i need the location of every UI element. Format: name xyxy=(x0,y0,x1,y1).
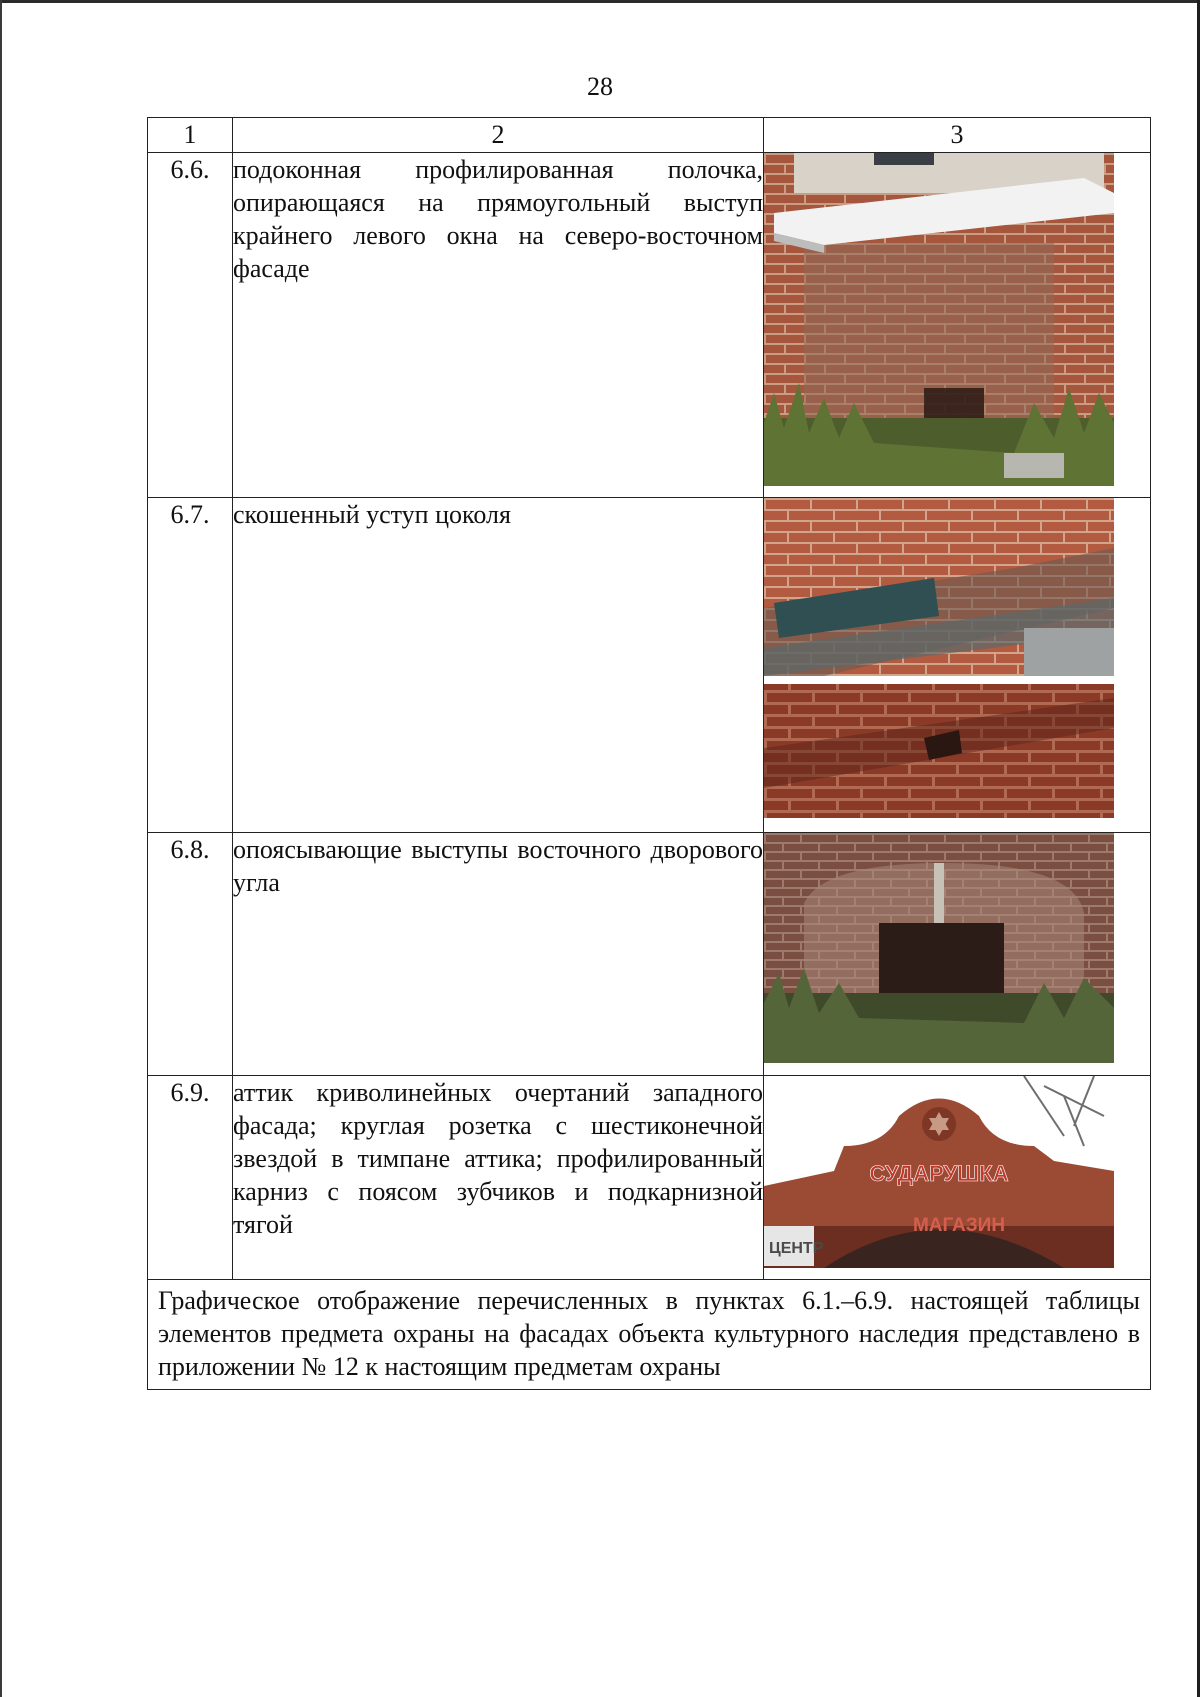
table-row xyxy=(148,498,1151,833)
row-photo-cell xyxy=(764,1076,1151,1280)
row-number: 6.7. xyxy=(148,498,233,833)
table-row xyxy=(148,153,1151,498)
row-number: 6.6. xyxy=(148,153,233,498)
photo-attic-icon xyxy=(764,1076,1150,1268)
column-header-3: 3 xyxy=(764,118,1151,153)
photo-sign-top: СУДАРУШКА xyxy=(869,1161,1009,1186)
column-header-2: 2 xyxy=(233,118,764,153)
row-number: 6.8. xyxy=(148,833,233,1076)
row-photo-cell xyxy=(764,498,1151,833)
table-footnote: Графическое отображение перечисленных в пунктах 6.1.–6.9. настоящей таблицы элементов предмета охраны на фасадах объекта культурного наследия представлено в приложении № 12 к настоящим предметам охраны xyxy=(148,1280,1151,1390)
photo-sign-bottom: МАГАЗИН xyxy=(912,1215,1006,1236)
row-description: опоясывающие выступы восточного дворового угла xyxy=(233,833,764,1076)
row-number: 6.9. xyxy=(148,1076,233,1280)
photo-corner-projections-icon xyxy=(764,833,1150,1063)
row-description: аттик криволинейных очертаний западного фасада; круглая розетка с шестиконечной звездой в тимпане аттика; профилированный карниз с поясом зубчиков и подкарнизной тягой xyxy=(233,1076,764,1280)
photo-windowsill-icon xyxy=(764,153,1150,486)
row-photo-cell xyxy=(764,833,1151,1076)
photo-plinth-ledge-icon xyxy=(764,498,1150,818)
column-header-1: 1 xyxy=(148,118,233,153)
table-row xyxy=(148,1076,1151,1280)
scan-edge-top xyxy=(0,0,1200,3)
row-photo-cell xyxy=(764,153,1151,498)
table-header-row xyxy=(148,118,1151,153)
scan-edge-left xyxy=(0,0,2,1697)
row-description: подоконная профилированная полочка, опирающаяся на прямоугольный выступ крайнего левого окна на северо-восточном фасаде xyxy=(233,153,764,498)
row-description: скошенный уступ цоколя xyxy=(233,498,764,833)
protected-elements-table xyxy=(147,117,1151,1390)
photo-sign-side: ЦЕНТР xyxy=(769,1240,824,1257)
table-footnote-row xyxy=(148,1280,1151,1390)
page-number: 28 xyxy=(587,72,613,101)
table-row xyxy=(148,833,1151,1076)
